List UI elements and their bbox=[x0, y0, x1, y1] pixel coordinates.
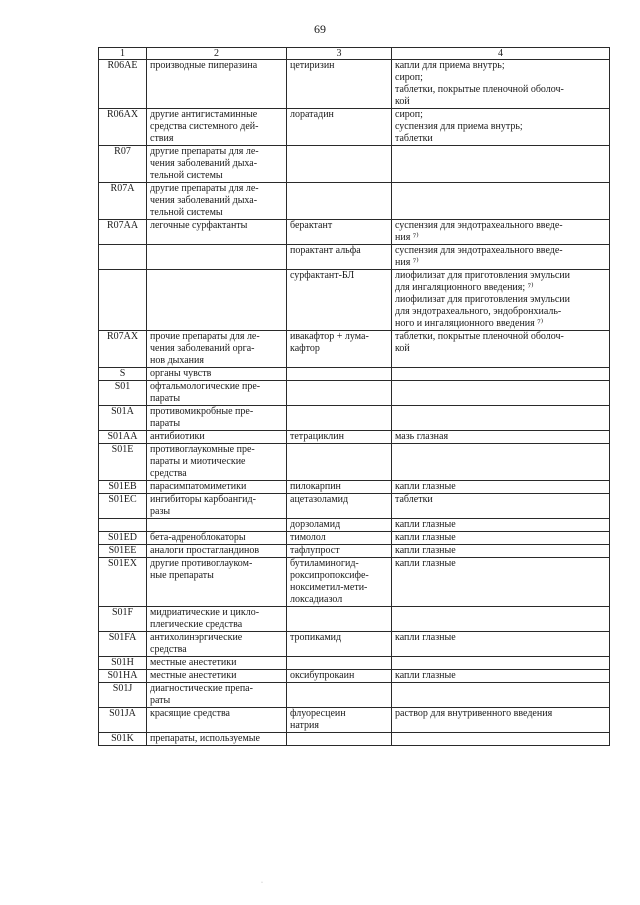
atc-code-cell: S01EB bbox=[99, 481, 147, 494]
table-row bbox=[99, 545, 610, 558]
dosage-form-cell bbox=[392, 146, 610, 183]
group-name-cell: другие противоглауком- ные препараты bbox=[147, 558, 287, 607]
table-row bbox=[99, 481, 610, 494]
atc-code-cell: S01J bbox=[99, 683, 147, 708]
table-row bbox=[99, 657, 610, 670]
column-header-4: 4 bbox=[392, 48, 610, 60]
drug-name-cell bbox=[287, 657, 392, 670]
atc-code-cell: S01EC bbox=[99, 494, 147, 519]
group-name-cell: диагностические препа- раты bbox=[147, 683, 287, 708]
drug-name-cell: тропикамид bbox=[287, 632, 392, 657]
drug-name-cell bbox=[287, 368, 392, 381]
atc-code-cell: S01K bbox=[99, 733, 147, 746]
atc-code-cell: S bbox=[99, 368, 147, 381]
page-number: 69 bbox=[314, 22, 326, 36]
drug-name-cell bbox=[287, 406, 392, 431]
dosage-form-cell bbox=[392, 683, 610, 708]
table-row bbox=[99, 146, 610, 183]
drug-name-cell: цетиризин bbox=[287, 60, 392, 109]
table-row bbox=[99, 245, 610, 270]
table-row bbox=[99, 494, 610, 519]
dosage-form-cell: капли глазные bbox=[392, 558, 610, 607]
column-header-1: 1 bbox=[99, 48, 147, 60]
group-name-cell: противомикробные пре- параты bbox=[147, 406, 287, 431]
atc-code-cell: S01H bbox=[99, 657, 147, 670]
drug-name-cell: порактант альфа bbox=[287, 245, 392, 270]
drug-name-cell: тафлупрост bbox=[287, 545, 392, 558]
drug-name-cell: берактант bbox=[287, 220, 392, 245]
drug-name-cell bbox=[287, 683, 392, 708]
dosage-form-cell: суспензия для эндотрахеального введе- ния ⁷⁾ bbox=[392, 220, 610, 245]
table-row bbox=[99, 607, 610, 632]
drug-name-cell: сурфактант-БЛ bbox=[287, 270, 392, 331]
atc-code-cell: S01HA bbox=[99, 670, 147, 683]
dosage-form-cell bbox=[392, 607, 610, 632]
dosage-form-cell: капли глазные bbox=[392, 632, 610, 657]
table-row bbox=[99, 183, 610, 220]
dosage-form-cell: капли для приема внутрь; сироп; таблетки, покрытые пленочной оболоч- кой bbox=[392, 60, 610, 109]
atc-code-cell: R07 bbox=[99, 146, 147, 183]
drug-name-cell: бутиламиногид- роксипропоксифе- ноксиметил-мети- локсадиазол bbox=[287, 558, 392, 607]
group-name-cell: антибиотики bbox=[147, 431, 287, 444]
table-row bbox=[99, 331, 610, 368]
table-row bbox=[99, 109, 610, 146]
dosage-form-cell bbox=[392, 381, 610, 406]
column-header-2: 2 bbox=[147, 48, 287, 60]
table-row bbox=[99, 431, 610, 444]
atc-code-cell: S01E bbox=[99, 444, 147, 481]
group-name-cell: другие препараты для ле- чения заболеваний дыха- тельной системы bbox=[147, 183, 287, 220]
drug-name-cell: ивакафтор + лума- кафтор bbox=[287, 331, 392, 368]
group-name-cell: прочие препараты для ле- чения заболеваний орга- нов дыхания bbox=[147, 331, 287, 368]
table-row bbox=[99, 532, 610, 545]
atc-code-cell: R07AA bbox=[99, 220, 147, 245]
drug-name-cell: флуоресцеин натрия bbox=[287, 708, 392, 733]
drug-name-cell bbox=[287, 146, 392, 183]
drug-name-cell: ацетазоламид bbox=[287, 494, 392, 519]
drug-classification-table bbox=[98, 47, 610, 746]
atc-code-cell: R06AE bbox=[99, 60, 147, 109]
drug-name-cell bbox=[287, 381, 392, 406]
atc-code-cell: S01ED bbox=[99, 532, 147, 545]
drug-name-cell: тетрациклин bbox=[287, 431, 392, 444]
table-row bbox=[99, 733, 610, 746]
dosage-form-cell: капли глазные bbox=[392, 481, 610, 494]
atc-code-cell: S01EE bbox=[99, 545, 147, 558]
table-header-row bbox=[99, 48, 610, 60]
drug-name-cell: тимолол bbox=[287, 532, 392, 545]
table-row bbox=[99, 670, 610, 683]
table-row bbox=[99, 558, 610, 607]
table-row bbox=[99, 632, 610, 657]
table-row bbox=[99, 60, 610, 109]
dosage-form-cell bbox=[392, 406, 610, 431]
atc-code-cell: S01 bbox=[99, 381, 147, 406]
table-row bbox=[99, 444, 610, 481]
dosage-form-cell: сироп; суспензия для приема внутрь; таблетки bbox=[392, 109, 610, 146]
drug-name-cell: лоратадин bbox=[287, 109, 392, 146]
table-row bbox=[99, 406, 610, 431]
group-name-cell: местные анестетики bbox=[147, 670, 287, 683]
group-name-cell: мидриатические и цикло- плегические средства bbox=[147, 607, 287, 632]
dosage-form-cell bbox=[392, 657, 610, 670]
table-row bbox=[99, 683, 610, 708]
table-row bbox=[99, 220, 610, 245]
dosage-form-cell bbox=[392, 444, 610, 481]
atc-code-cell: S01FA bbox=[99, 632, 147, 657]
group-name-cell bbox=[147, 519, 287, 532]
dosage-form-cell bbox=[392, 368, 610, 381]
group-name-cell: препараты, используемые bbox=[147, 733, 287, 746]
group-name-cell bbox=[147, 270, 287, 331]
group-name-cell: офтальмологические пре- параты bbox=[147, 381, 287, 406]
dosage-form-cell: лиофилизат для приготовления эмульсии для ингаляционного введения; ⁷⁾ лиофилизат для приготовления эмульсии для эндотрахеального, эндобронхиаль- ного и ингаляционного введения ⁷⁾ bbox=[392, 270, 610, 331]
group-name-cell: аналоги простагландинов bbox=[147, 545, 287, 558]
group-name-cell: легочные сурфактанты bbox=[147, 220, 287, 245]
drug-name-cell: дорзоламид bbox=[287, 519, 392, 532]
group-name-cell: другие препараты для ле- чения заболеваний дыха- тельной системы bbox=[147, 146, 287, 183]
group-name-cell: производные пиперазина bbox=[147, 60, 287, 109]
atc-code-cell: S01F bbox=[99, 607, 147, 632]
dosage-form-cell: таблетки bbox=[392, 494, 610, 519]
table-row bbox=[99, 270, 610, 331]
table-row bbox=[99, 368, 610, 381]
group-name-cell: красящие средства bbox=[147, 708, 287, 733]
atc-code-cell: R07AX bbox=[99, 331, 147, 368]
group-name-cell: парасимпатомиметики bbox=[147, 481, 287, 494]
atc-code-cell: R07A bbox=[99, 183, 147, 220]
drug-name-cell bbox=[287, 183, 392, 220]
dosage-form-cell: капли глазные bbox=[392, 670, 610, 683]
table-row bbox=[99, 519, 610, 532]
atc-code-cell bbox=[99, 519, 147, 532]
atc-code-cell: R06AX bbox=[99, 109, 147, 146]
group-name-cell: антихолинэргические средства bbox=[147, 632, 287, 657]
dosage-form-cell: мазь глазная bbox=[392, 431, 610, 444]
group-name-cell: противоглаукомные пре- параты и миотические средства bbox=[147, 444, 287, 481]
group-name-cell bbox=[147, 245, 287, 270]
drug-name-cell bbox=[287, 607, 392, 632]
atc-code-cell bbox=[99, 245, 147, 270]
drug-name-cell: пилокарпин bbox=[287, 481, 392, 494]
table-row bbox=[99, 708, 610, 733]
group-name-cell: органы чувств bbox=[147, 368, 287, 381]
atc-code-cell: S01AA bbox=[99, 431, 147, 444]
group-name-cell: другие антигистаминные средства системного дей- ствия bbox=[147, 109, 287, 146]
drug-name-cell bbox=[287, 444, 392, 481]
dosage-form-cell bbox=[392, 733, 610, 746]
table-body bbox=[99, 48, 610, 746]
table-row bbox=[99, 381, 610, 406]
dosage-form-cell: капли глазные bbox=[392, 545, 610, 558]
group-name-cell: бета-адреноблокаторы bbox=[147, 532, 287, 545]
atc-code-cell: S01A bbox=[99, 406, 147, 431]
drug-name-cell bbox=[287, 733, 392, 746]
dosage-form-cell: таблетки, покрытые пленочной оболоч- кой bbox=[392, 331, 610, 368]
group-name-cell: ингибиторы карбоангид- разы bbox=[147, 494, 287, 519]
dosage-form-cell: капли глазные bbox=[392, 532, 610, 545]
dosage-form-cell bbox=[392, 183, 610, 220]
atc-code-cell: S01JA bbox=[99, 708, 147, 733]
group-name-cell: местные анестетики bbox=[147, 657, 287, 670]
atc-code-cell: S01EX bbox=[99, 558, 147, 607]
dosage-form-cell: капли глазные bbox=[392, 519, 610, 532]
atc-code-cell bbox=[99, 270, 147, 331]
footer-mark: · bbox=[261, 880, 263, 886]
dosage-form-cell: суспензия для эндотрахеального введе- ния ⁷⁾ bbox=[392, 245, 610, 270]
drug-name-cell: оксибупрокаин bbox=[287, 670, 392, 683]
dosage-form-cell: раствор для внутривенного введения bbox=[392, 708, 610, 733]
column-header-3: 3 bbox=[287, 48, 392, 60]
